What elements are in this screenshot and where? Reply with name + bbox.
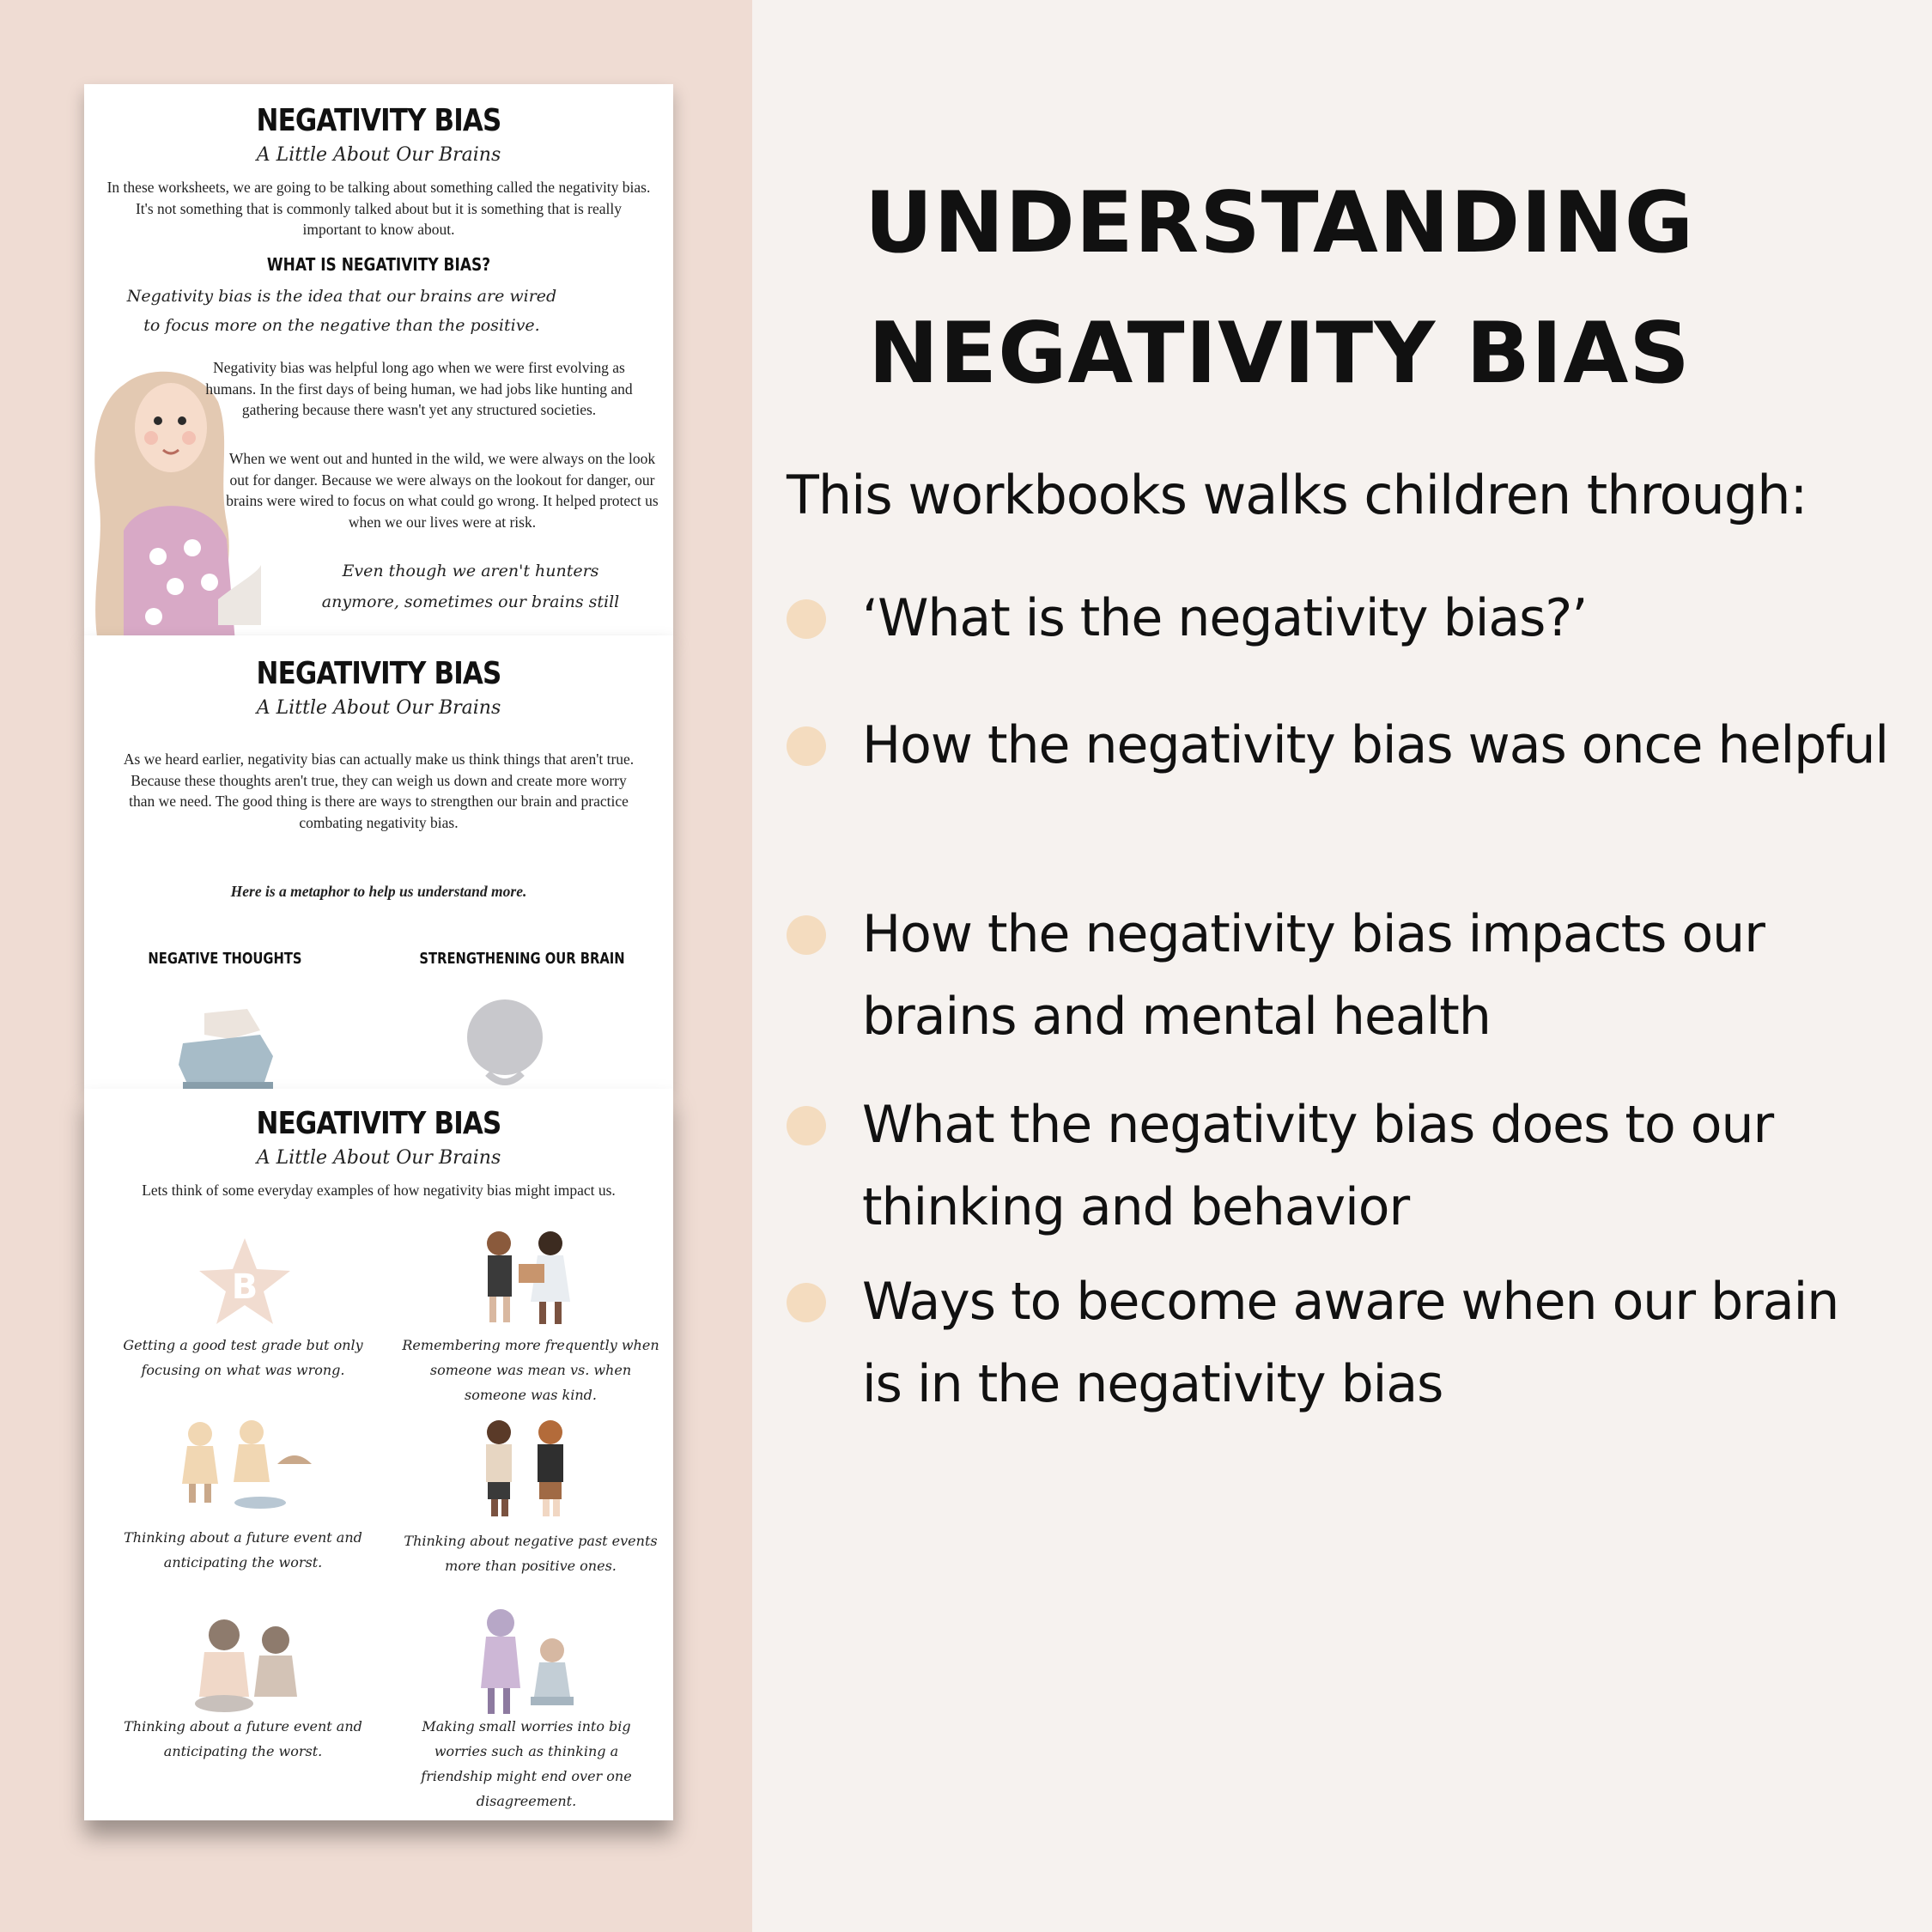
rain-puddle-illustration	[170, 1417, 316, 1511]
worksheet-page-2	[84, 635, 673, 1089]
bullet-text: How the negativity bias was once helpful	[862, 715, 1889, 775]
bullet-text: ‘What is the negativity bias?’	[862, 588, 1588, 648]
examples-intro: Lets think of some everyday examples of how negativity bias might impact us.	[142, 1182, 616, 1199]
history-paragraph: Negativity bias was helpful long ago when we were first evolving as humans. In the first days of being human, we had jobs like hunting and gathering because there wasn't yet any structured societies.	[205, 359, 633, 418]
bullet-dot-icon	[787, 1283, 826, 1322]
bullet-dot-icon	[787, 599, 826, 639]
rock-illustration	[179, 1005, 282, 1089]
brain-illustration	[462, 996, 548, 1089]
metaphor-intro-paragraph: As we heard earlier, negativity bias can actually make us think things that aren't true. Because these thoughts aren't true, they can weigh us down and create more worry than we need. The good thing is there are ways to strengthen our brain and practice combating negativity bias.	[123, 750, 635, 831]
section-heading: WHAT IS NEGATIVITY BIAS?	[266, 254, 491, 275]
bullet-text: What the negativity bias does to our thinking and behavior	[862, 1095, 1774, 1237]
page-subtitle: A Little About Our Brains	[256, 697, 501, 719]
hand-line-2: anymore, sometimes our brains still	[321, 592, 620, 611]
page-title: NEGATIVITY BIAS	[256, 656, 501, 691]
metaphor-note: Here is a metaphor to help us understand more.	[230, 883, 527, 900]
page-title: NEGATIVITY BIAS	[256, 1106, 501, 1141]
headline-line-2: NEGATIVITY BIAS	[868, 305, 1691, 403]
caption-remembering-mean: Remembering more frequently when someone was mean vs. when someone was kind.	[402, 1337, 659, 1403]
caption-small-worries: Making small worries into big worries such as thinking a friendship might end over one disagreement.	[421, 1718, 632, 1809]
intro-paragraph: In these worksheets, we are going to be talking about something called the negativity bias. It's not something that is commonly talked about but it is something that is really important to know about.	[106, 179, 651, 238]
hand-line-1: Even though we aren't hunters	[342, 562, 599, 580]
kids-sharing-illustration	[469, 1226, 580, 1329]
page-title: NEGATIVITY BIAS	[256, 103, 501, 138]
caption-negative-past: Thinking about negative past events more than positive ones.	[404, 1533, 658, 1574]
caption-test-grade: Getting a good test grade but only focusing on what was wrong.	[123, 1337, 363, 1378]
helping-friend-illustration	[471, 1606, 582, 1717]
worksheet-page-1	[84, 84, 673, 635]
negative-thoughts-heading: NEGATIVE THOUGHTS	[148, 950, 302, 968]
intro-text: This workbooks walks children through:	[787, 464, 1807, 526]
bullet-dot-icon	[787, 1106, 826, 1145]
star-grade-illustration	[197, 1236, 292, 1327]
bullet-dot-icon	[787, 915, 826, 955]
bullet-text: Ways to become aware when our brain is in the negativity bias	[862, 1272, 1839, 1414]
danger-paragraph: When we went out and hunted in the wild, we were always on the look out for danger. Because we were always on the lookout for danger, our brains were wired to focus on what could go wrong. It helped protect us when we our lives were at risk.	[226, 450, 659, 531]
definition-line-1: Negativity bias is the idea that our brains are wired	[126, 287, 557, 306]
headline-line-1: UNDERSTANDING	[864, 174, 1695, 272]
page-subtitle: A Little About Our Brains	[256, 1147, 501, 1169]
star-letter: B	[231, 1267, 258, 1307]
comforting-friend-illustration	[185, 1614, 314, 1714]
page-subtitle: A Little About Our Brains	[256, 144, 501, 166]
definition-line-2: to focus more on the negative than the positive.	[143, 316, 540, 335]
boys-arguing-illustration	[469, 1417, 580, 1520]
caption-future-event: Thinking about a future event and anticipating the worst.	[124, 1529, 362, 1571]
bullet-dot-icon	[787, 726, 826, 766]
caption-future-event-2: Thinking about a future event and anticipating the worst.	[124, 1718, 362, 1759]
strengthening-brain-heading: STRENGTHENING OUR BRAIN	[419, 950, 625, 968]
worksheet-page-3	[84, 1089, 673, 1820]
bullet-text: How the negativity bias impacts our brains and mental health	[862, 904, 1765, 1047]
